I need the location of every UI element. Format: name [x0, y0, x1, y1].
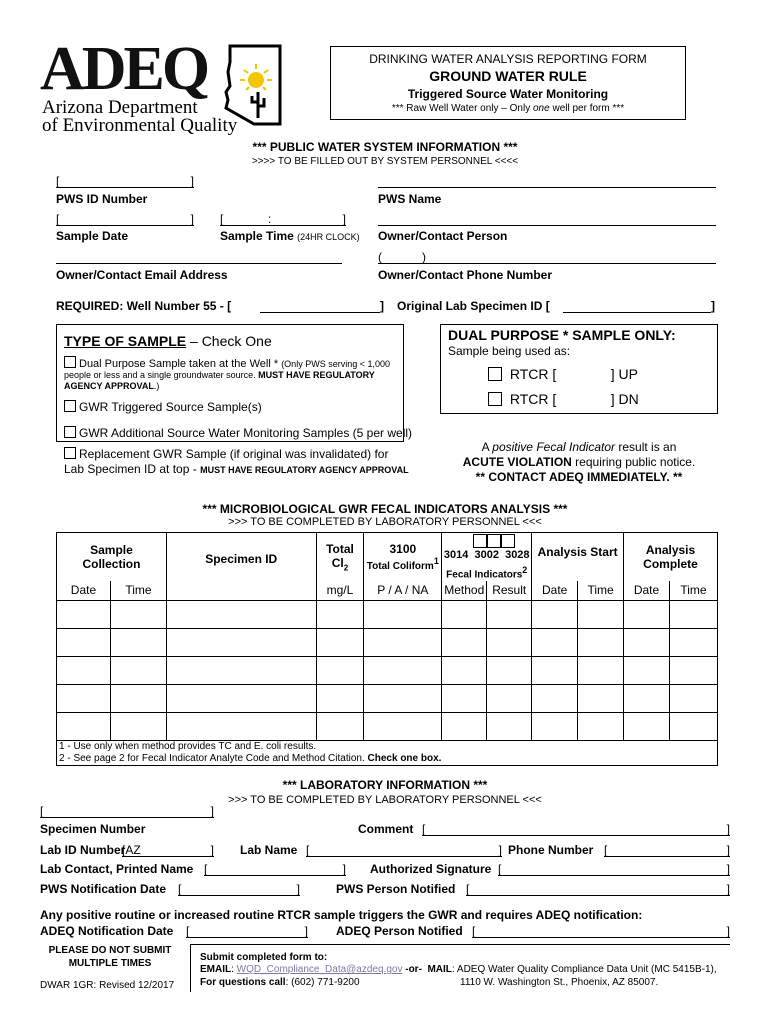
dual-label: Dual Purpose Sample taken at the Well * [79, 358, 282, 370]
close-bracket: ] [190, 212, 194, 226]
gwr-additional-label: GWR Additional Source Water Monitoring Samples (5 per well) [79, 426, 413, 440]
dual-purpose-title: DUAL PURPOSE * SAMPLE ONLY: [448, 327, 676, 343]
cell[interactable] [364, 657, 442, 685]
cell[interactable] [487, 629, 532, 657]
cell[interactable] [316, 657, 364, 685]
rtcr-notice: Any positive routine or increased routine RTCR sample triggers the GWR and requires ADEQ notification: [40, 908, 643, 922]
submit-line2 [200, 977, 360, 988]
mail-address: : ADEQ Water Quality Compliance Data Unit (MC 5415B-1), [451, 964, 717, 975]
notice-2rest: requiring public notice. [571, 455, 696, 469]
table-footnotes [57, 741, 718, 766]
dual-line2: people or less and a single groundwater source. [64, 370, 259, 380]
open-bracket: [ [472, 924, 476, 938]
no-submit-notice [40, 944, 180, 970]
rtcr-dn-option[interactable] [488, 391, 639, 407]
close-bracket: ] [498, 843, 502, 857]
footnote-1: 1 - Use only when method provides TC and E. coli results. [59, 741, 317, 752]
cell[interactable] [624, 685, 670, 713]
cell[interactable] [532, 601, 578, 629]
cell[interactable] [166, 629, 316, 657]
cell[interactable] [532, 657, 578, 685]
dual-line3-end: .) [153, 381, 160, 391]
checkbox-icon[interactable] [64, 426, 76, 438]
cell[interactable] [110, 713, 166, 741]
option-gwr-triggered[interactable] [64, 400, 262, 414]
owner-contact-label: Owner/Contact Person [378, 229, 508, 243]
open-bracket: [ [204, 862, 208, 876]
note-post: well per form *** [549, 103, 625, 114]
sub-time: Time [110, 581, 166, 601]
sample-date-field[interactable] [56, 212, 194, 226]
sub-method: Method [442, 581, 487, 601]
checkbox-icon[interactable] [64, 400, 76, 412]
owner-email-label: Owner/Contact Email Address [56, 268, 228, 282]
arizona-state-outline-icon [224, 42, 282, 126]
checkbox-icon[interactable] [473, 534, 487, 548]
open-bracket: [ [40, 804, 44, 818]
cell[interactable] [316, 629, 364, 657]
footnote-2b: Check one box. [367, 753, 442, 764]
fecal-notice [426, 440, 732, 485]
pws-notification-date-label: PWS Notification Date [40, 882, 167, 896]
checkbox-icon[interactable] [487, 534, 501, 548]
sample-time-field[interactable] [220, 212, 346, 226]
cell[interactable] [110, 601, 166, 629]
cell[interactable] [166, 601, 316, 629]
or-mail: -or- MAIL [402, 964, 452, 975]
cell[interactable] [442, 601, 487, 629]
notice-1b: result is an [615, 440, 677, 454]
orig-specimen-label: Original Lab Specimen ID [ [397, 299, 550, 313]
lab-contact-field[interactable] [204, 862, 346, 876]
replacement-line1: Replacement GWR Sample (if original was invalidated) for [79, 447, 389, 461]
signature-label: Authorized Signature [370, 862, 492, 876]
cell[interactable] [364, 685, 442, 713]
lab-contact-label: Lab Contact, Printed Name [40, 862, 194, 876]
well-number-field[interactable] [260, 299, 380, 313]
sample-time-note: (24HR CLOCK) [297, 232, 360, 242]
specimen-number-label: Specimen Number [40, 822, 146, 836]
cell[interactable] [669, 657, 717, 685]
cell[interactable] [532, 629, 578, 657]
form-title-1: DRINKING WATER ANALYSIS REPORTING FORM [369, 52, 647, 66]
close-bracket: ] [210, 843, 214, 857]
lab-name-field[interactable] [306, 843, 502, 857]
open-bracket: [ [186, 924, 190, 938]
street-address: 1110 W. Washington St., Phoenix, AZ 85007. [460, 977, 659, 988]
cell[interactable] [487, 601, 532, 629]
total-coliform-label: Total Coliform [366, 560, 434, 572]
note-pre: *** Raw Well Water only – Only [391, 103, 533, 114]
dual-purpose-sub: Sample being used as: [448, 344, 571, 358]
3100-label: 3100 [389, 541, 417, 556]
open-bracket: [ [220, 212, 224, 226]
comment-label: Comment [358, 822, 414, 836]
cell[interactable] [624, 713, 670, 741]
sub-date: Date [57, 581, 111, 601]
checkbox-icon[interactable] [488, 367, 502, 381]
cell[interactable] [166, 713, 316, 741]
email-link[interactable]: WQD_Compliance_Data@azdeq.gov [236, 964, 403, 975]
option-dual-purpose[interactable] [64, 356, 400, 392]
pws-notification-date-field[interactable] [178, 882, 300, 896]
close-bracket: ] [726, 822, 730, 836]
lab-name-label: Lab Name [240, 843, 298, 857]
rtcr-dn-label: RTCR [ ] DN [509, 391, 639, 407]
table-row[interactable] [57, 713, 718, 741]
sample-time-label: Sample Time [220, 229, 294, 243]
cell[interactable] [669, 629, 717, 657]
logo-line1: Arizona Department [42, 97, 198, 118]
fecal-sup: 2 [522, 564, 528, 575]
close-bracket: ] [726, 862, 730, 876]
close-bracket: ] [210, 804, 214, 818]
cell[interactable] [57, 713, 111, 741]
lab-phone-label: Phone Number [508, 843, 594, 857]
open-bracket: [ [178, 882, 182, 896]
submit-label: Submit completed form to: [200, 952, 328, 963]
pws-name-field[interactable] [378, 174, 716, 188]
cell[interactable] [57, 601, 111, 629]
cell[interactable] [110, 629, 166, 657]
close-bracket: ] [190, 174, 194, 188]
checkbox-icon[interactable] [64, 356, 76, 368]
notice-1em: positive Fecal Indicator [492, 440, 616, 454]
no-submit-2: MULTIPLE TIMES [68, 958, 152, 969]
revision-label: DWAR 1GR: Revised 12/2017 [40, 980, 175, 991]
cell[interactable] [578, 601, 624, 629]
logo-line2: of Environmental Quality [42, 115, 238, 136]
cell[interactable] [316, 601, 364, 629]
notice-3: ** CONTACT ADEQ IMMEDIATELY. ** [475, 470, 683, 484]
cell[interactable] [532, 685, 578, 713]
adeq-logo [40, 35, 270, 136]
cell[interactable] [57, 685, 111, 713]
sample-date-label: Sample Date [56, 229, 129, 243]
table-row[interactable] [57, 685, 718, 713]
open-bracket: [ [56, 174, 60, 188]
sub-mgl: mg/L [316, 581, 364, 601]
cell[interactable] [624, 629, 670, 657]
lab-id-label: Lab ID Number [40, 843, 126, 857]
cell[interactable] [364, 713, 442, 741]
dual-line3: AGENCY APPROVAL [64, 381, 154, 391]
sample-type-title-suffix: – Check One [186, 333, 272, 349]
note-em: one [533, 103, 550, 114]
footnote-2 [59, 753, 717, 765]
col-total-cl2 [316, 533, 364, 581]
fecal-label: Fecal Indicators [446, 568, 523, 580]
methods-label: 3014 3002 3028 [443, 548, 530, 561]
table-row[interactable] [57, 629, 718, 657]
col-analysis-start: Analysis Start [532, 533, 624, 581]
pws-id-field[interactable] [62, 174, 188, 188]
well-number-label: REQUIRED: Well Number 55 - [ [56, 299, 232, 313]
cell[interactable] [57, 657, 111, 685]
cell[interactable] [487, 685, 532, 713]
cell[interactable] [578, 685, 624, 713]
close-bracket: ] [342, 862, 346, 876]
cell[interactable] [624, 657, 670, 685]
pws-person-field[interactable] [466, 882, 730, 896]
owner-contact-field[interactable] [378, 212, 716, 226]
option-gwr-additional[interactable] [64, 426, 412, 440]
lab-id-prefix: [AZ [122, 843, 141, 857]
cell[interactable] [624, 601, 670, 629]
gwr-triggered-label: GWR Triggered Source Sample(s) [79, 400, 262, 414]
close-bracket: ] [726, 924, 730, 938]
rtcr-up-label: RTCR [ ] UP [509, 366, 638, 382]
no-submit-1: PLEASE DO NOT SUBMIT [48, 945, 172, 956]
sample-type-title [64, 333, 272, 349]
open-bracket: [ [498, 862, 502, 876]
table-row[interactable] [57, 657, 718, 685]
owner-phone-field[interactable] [378, 250, 716, 264]
close-bracket: ] [726, 843, 730, 857]
checkbox-icon[interactable] [64, 447, 76, 459]
cell[interactable] [442, 629, 487, 657]
sub-start-time: Time [578, 581, 624, 601]
cell[interactable] [442, 685, 487, 713]
close-bracket: ] [304, 924, 308, 938]
sample-type-title-main: TYPE OF SAMPLE [64, 333, 187, 349]
email-label: EMAIL [200, 964, 232, 975]
col-sample-collection: Sample Collection [57, 533, 167, 581]
cell[interactable] [487, 713, 532, 741]
pws-heading: *** PUBLIC WATER SYSTEM INFORMATION *** [252, 140, 518, 154]
open-bracket: [ [422, 822, 426, 836]
cl-sub: 2 [343, 562, 349, 572]
lab-subheading: >>> TO BE COMPLETED BY LABORATORY PERSONNEL <<< [228, 794, 542, 806]
form-note [331, 103, 685, 114]
time-colon: : [268, 212, 272, 226]
rtcr-up-option[interactable] [488, 366, 638, 382]
micro-table [56, 532, 718, 766]
dual-small: (Only PWS serving < 1,000 [281, 359, 390, 369]
cell[interactable] [364, 601, 442, 629]
adeq-person-label: ADEQ Person Notified [336, 924, 463, 938]
cell[interactable] [487, 657, 532, 685]
sample-time-label-wrap [220, 229, 360, 243]
cell[interactable] [442, 657, 487, 685]
micro-subheading: >>> TO BE COMPLETED BY LABORATORY PERSONNEL <<< [228, 516, 542, 528]
cell[interactable] [669, 713, 717, 741]
table-row[interactable] [57, 601, 718, 629]
lab-phone-field[interactable] [604, 843, 730, 857]
cl-label: Cl [331, 555, 344, 570]
replacement-line2: Lab Specimen ID at top - [64, 462, 201, 476]
sub-complete-time: Time [669, 581, 717, 601]
replacement-line2-bold: MUST HAVE REGULATORY AGENCY APPROVAL [200, 465, 409, 475]
comment-field[interactable] [422, 822, 730, 836]
form-title-2: GROUND WATER RULE [429, 68, 587, 84]
area-code-paren: ( ) [378, 250, 426, 264]
pws-person-label: PWS Person Notified [336, 882, 456, 896]
adeq-person-field[interactable] [472, 924, 730, 938]
tc-sup: 1 [433, 555, 439, 566]
owner-email-field[interactable] [56, 250, 342, 264]
form-header [330, 46, 686, 120]
cell[interactable] [110, 657, 166, 685]
cell[interactable] [578, 629, 624, 657]
col-analysis-complete: Analysis Complete [624, 533, 718, 581]
checkbox-icon[interactable] [501, 534, 515, 548]
cell[interactable] [364, 629, 442, 657]
lab-heading: *** LABORATORY INFORMATION *** [282, 778, 488, 792]
close-bracket: ] [380, 299, 384, 313]
submit-line1: EMAIL: WQD_Compliance_Data@azdeq.gov -or- MAIL: ADEQ Water Quality Compliance Data Unit (MC 5415B-1), [200, 964, 717, 975]
close-bracket: ] [726, 882, 730, 896]
cell[interactable] [57, 629, 111, 657]
sub-start-date: Date [532, 581, 578, 601]
cell[interactable] [578, 713, 624, 741]
col-3100-total-coliform [364, 533, 442, 581]
lab-id-field[interactable] [122, 843, 214, 857]
dual-line2-bold: MUST HAVE REGULATORY [258, 370, 375, 380]
notice-2b: ACUTE VIOLATION [462, 455, 572, 469]
cell[interactable] [166, 685, 316, 713]
col-fecal-methods [442, 533, 532, 581]
sub-result: Result [487, 581, 532, 601]
sub-complete-date: Date [624, 581, 670, 601]
adeq-notification-date-label: ADEQ Notification Date [40, 924, 174, 938]
option-replacement[interactable] [64, 447, 409, 478]
phone: : (602) 771-9200 [285, 977, 360, 988]
open-bracket: [ [466, 882, 470, 896]
pws-id-label: PWS ID Number [56, 192, 148, 206]
notice-1a: A [481, 440, 493, 454]
close-bracket: ] [296, 882, 300, 896]
sub-pana: P / A / NA [364, 581, 442, 601]
open-bracket: [ [604, 843, 608, 857]
cell[interactable] [442, 713, 487, 741]
checkbox-icon[interactable] [488, 392, 502, 406]
cell[interactable] [110, 685, 166, 713]
form-title-3: Triggered Source Water Monitoring [407, 87, 609, 101]
micro-heading: *** MICROBIOLOGICAL GWR FECAL INDICATORS ANALYSIS *** [202, 502, 568, 516]
open-bracket: [ [56, 212, 60, 226]
cell[interactable] [532, 713, 578, 741]
signature-field[interactable] [498, 862, 730, 876]
cell[interactable] [166, 657, 316, 685]
specimen-number-field[interactable] [40, 804, 214, 818]
pws-name-label: PWS Name [378, 192, 442, 206]
cell[interactable] [669, 601, 717, 629]
close-bracket: ] [711, 299, 715, 313]
col-specimen-id: Specimen ID [166, 533, 316, 601]
footnote-2a: 2 - See page 2 for Fecal Indicator Analyte Code and Method Citation. [59, 753, 368, 764]
total-label: Total [326, 541, 354, 556]
questions-label: For questions call [200, 977, 286, 988]
logo-letters: ADEQ [40, 35, 208, 103]
cell[interactable] [316, 713, 364, 741]
adeq-notification-date-field[interactable] [186, 924, 308, 938]
cell[interactable] [316, 685, 364, 713]
pws-subheading: >>>> TO BE FILLED OUT BY SYSTEM PERSONNEL <<<< [251, 156, 519, 167]
close-bracket: ] [342, 212, 346, 226]
cell[interactable] [578, 657, 624, 685]
cell[interactable] [669, 685, 717, 713]
owner-phone-label: Owner/Contact Phone Number [378, 268, 553, 282]
orig-specimen-field[interactable] [563, 299, 711, 313]
open-bracket: [ [306, 843, 310, 857]
